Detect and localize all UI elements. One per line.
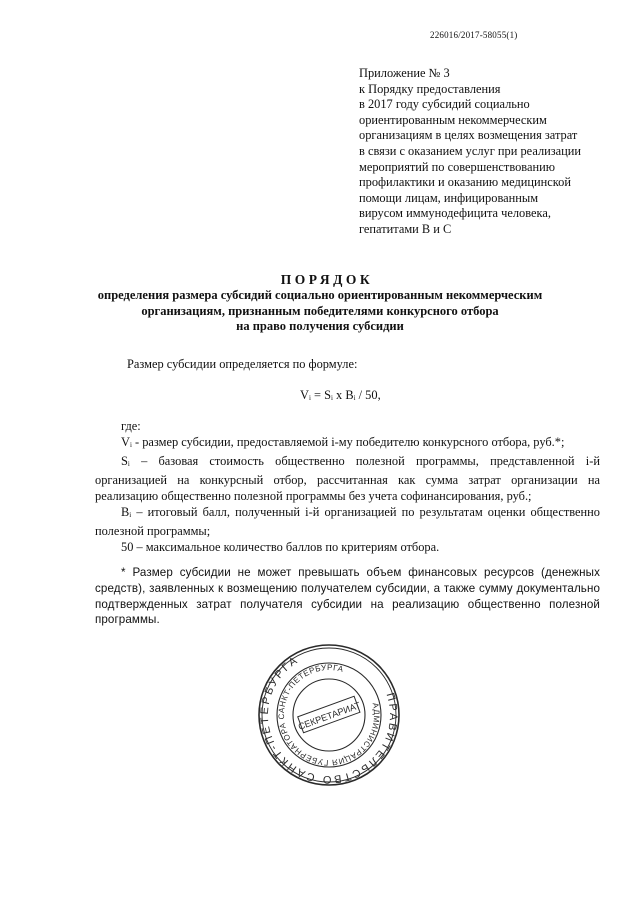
formula-v: V (300, 388, 309, 402)
formula-sub: i (330, 394, 333, 402)
formula (300, 388, 381, 403)
symbol-sub: i (129, 511, 132, 519)
title-line: определения размера субсидий социально ориентированным некоммерческим (97, 288, 543, 302)
definition-text: – базовая стоимость общественно полезной программы, представленной i-й организацией на конкурсный отбор, рассчитанная как сумма затрат организации на реализацию общественно полезной программы без учета софинансирования, руб.; (95, 454, 600, 503)
formula-tail: / 50, (355, 388, 381, 402)
definition-50: 50 – максимальное количество баллов по критериям отбора. (121, 540, 440, 554)
footnote: * Размер субсидии не может превышать объем финансовых ресурсов (денежных средств), заявленных к возмещению получателем субсидии, а также сумму документально подтвержденных затрат получателя субсидии на реализацию общественно полезной программы. (95, 566, 600, 627)
appendix-line: Приложение № 3 (359, 66, 450, 80)
definition-v (95, 434, 600, 453)
title-line: организациям, признанным победителями конкурсного отбора (141, 303, 499, 318)
title-line: на право получения субсидии (236, 319, 404, 333)
formula-s: = S (310, 388, 331, 402)
definition-where: где: (121, 419, 141, 433)
appendix-line: в связи с оказанием услуг при реализации (359, 143, 582, 158)
definition-text: - размер субсидии, предоставляемой i-му победителю конкурсного отбора, руб.*; (131, 435, 565, 449)
seal-outer-text: ПРАВИТЕЛЬСТВО САНКТ-ПЕТЕРБУРГА (258, 653, 400, 786)
formula-intro: Размер субсидии определяется по формуле: (127, 357, 358, 371)
appendix-line: к Порядку предоставления (359, 81, 501, 96)
appendix-line: в 2017 году субсидий социально (359, 97, 530, 112)
symbol-b: B (121, 505, 130, 519)
formula-b: x B (332, 388, 354, 402)
symbol-v: V (121, 435, 130, 449)
symbol-s: S (121, 454, 128, 468)
seal-center-text: СЕКРЕТАРИАТ (296, 700, 362, 732)
appendix-block (359, 66, 609, 238)
definition-b (95, 504, 600, 539)
title-heading: ПОРЯДОК (280, 272, 374, 287)
appendix-line: мероприятий по совершенствованию (359, 159, 556, 174)
appendix-line: помощи лицам, инфицированным (359, 190, 539, 205)
symbol-sub: i (129, 441, 132, 449)
document-title (0, 271, 640, 335)
formula-sub: i (308, 394, 311, 402)
appendix-line: профилактики и оказанию медицинской (359, 175, 572, 190)
definitions (95, 418, 600, 555)
seal-inner-text: АДМИНИСТРАЦИЯ ГУБЕРНАТОРА САНКТ-ПЕТЕРБУРГА (276, 662, 382, 768)
appendix-line: гепатитами В и С (359, 221, 452, 236)
formula-sub: i (353, 394, 356, 402)
official-seal-stamp (257, 643, 401, 787)
appendix-line: ориентированным некоммерческим (359, 112, 547, 127)
appendix-line: организациям в целях возмещения затрат (359, 128, 578, 143)
appendix-line: вирусом иммунодефицита человека, (359, 206, 551, 221)
symbol-sub: i (127, 460, 130, 468)
definition-s (95, 453, 600, 504)
document-id: 226016/2017-58055(1) (430, 30, 518, 40)
definition-text: – итоговый балл, полученный i-й организацией по результатам оценки общественно полезной программы; (95, 505, 600, 538)
